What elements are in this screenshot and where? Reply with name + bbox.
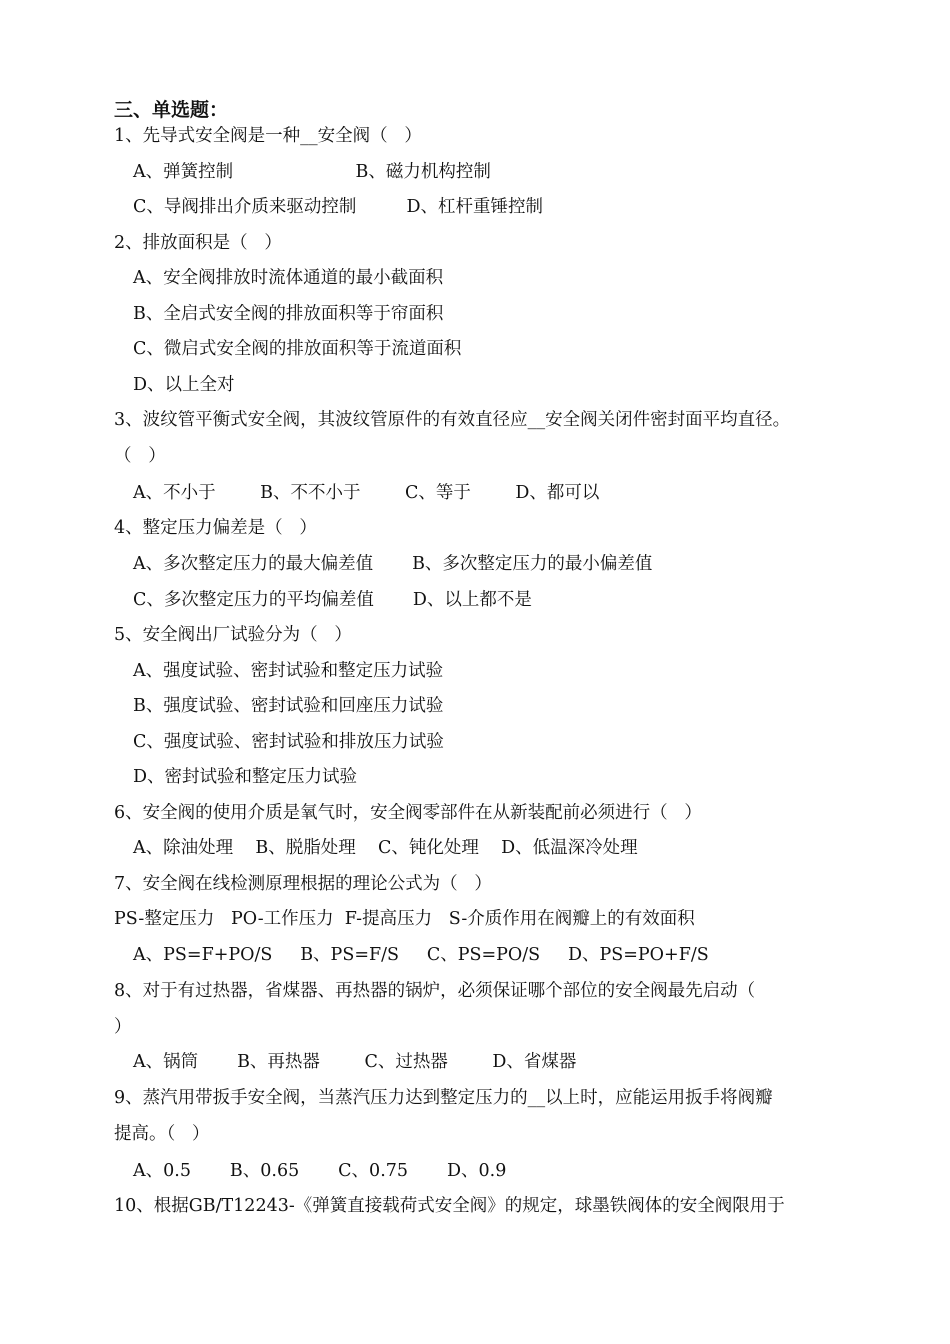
q8-options: A、锅筒 B、再热器 C、过热器 D、省煤器 [133,1052,577,1072]
question-1: 1、先导式安全阀是一种__安全阀（ ） [114,126,422,146]
q3-options: A、不小于 B、不不小于 C、等于 D、都可以 [133,483,600,503]
q1-options-ab: A、弹簧控制 B、磁力机构控制 [133,162,491,182]
question-10: 10、根据GB/T12243-《弹簧直接载荷式安全阀》的规定，球墨铁阀体的安全阀限用于 [114,1196,785,1216]
question-5: 5、安全阀出厂试验分为（ ） [114,625,352,645]
q2-option-d: D、以上全对 [133,375,235,395]
question-9: 9、蒸汽用带扳手安全阀，当蒸汽压力达到整定压力的__以上时，应能运用扳手将阀瓣 [114,1088,773,1108]
q4-options-cd: C、多次整定压力的平均偏差值 D、以上都不是 [133,590,532,610]
q6-options: A、除油处理 B、脱脂处理 C、钝化处理 D、低温深冷处理 [133,838,638,858]
question-4: 4、整定压力偏差是（ ） [114,518,317,538]
question-6: 6、安全阀的使用介质是氧气时，安全阀零部件在从新装配前必须进行（ ） [114,803,702,823]
question-9-continued: 提高。（ ） [114,1124,210,1144]
q2-option-b: B、全启式安全阀的排放面积等于帘面积 [133,304,444,324]
question-8: 8、对于有过热器，省煤器、再热器的锅炉，必须保证哪个部位的安全阀最先启动（ [114,981,756,1001]
q7-definitions: PS-整定压力 PO-工作压力 F-提高压力 S-介质作用在阀瓣上的有效面积 [114,909,695,929]
q5-option-b: B、强度试验、密封试验和回座压力试验 [133,696,444,716]
question-3: 3、波纹管平衡式安全阀，其波纹管原件的有效直径应__安全阀关闭件密封面平均直径。 [114,410,791,430]
q2-option-a: A、安全阀排放时流体通道的最小截面积 [133,268,444,288]
q7-options: A、PS=F+PO/S B、PS=F/S C、PS=PO/S D、PS=PO+F/S [133,945,709,965]
question-3-continued: （ ） [114,446,166,466]
question-8-continued: ） [114,1017,132,1037]
q9-options: A、0.5 B、0.65 C、0.75 D、0.9 [133,1161,507,1181]
q4-options-ab: A、多次整定压力的最大偏差值 B、多次整定压力的最小偏差值 [133,554,653,574]
question-2: 2、排放面积是（ ） [114,233,282,253]
q2-option-c: C、微启式安全阀的排放面积等于流道面积 [133,339,462,359]
section-title: 三、单选题： [114,99,229,121]
q5-option-c: C、强度试验、密封试验和排放压力试验 [133,732,444,752]
question-7: 7、安全阀在线检测原理根据的理论公式为（ ） [114,874,492,894]
q1-options-cd: C、导阀排出介质来驱动控制 D、杠杆重锤控制 [133,197,543,217]
q5-option-a: A、强度试验、密封试验和整定压力试验 [133,661,444,681]
q5-option-d: D、密封试验和整定压力试验 [133,767,358,787]
